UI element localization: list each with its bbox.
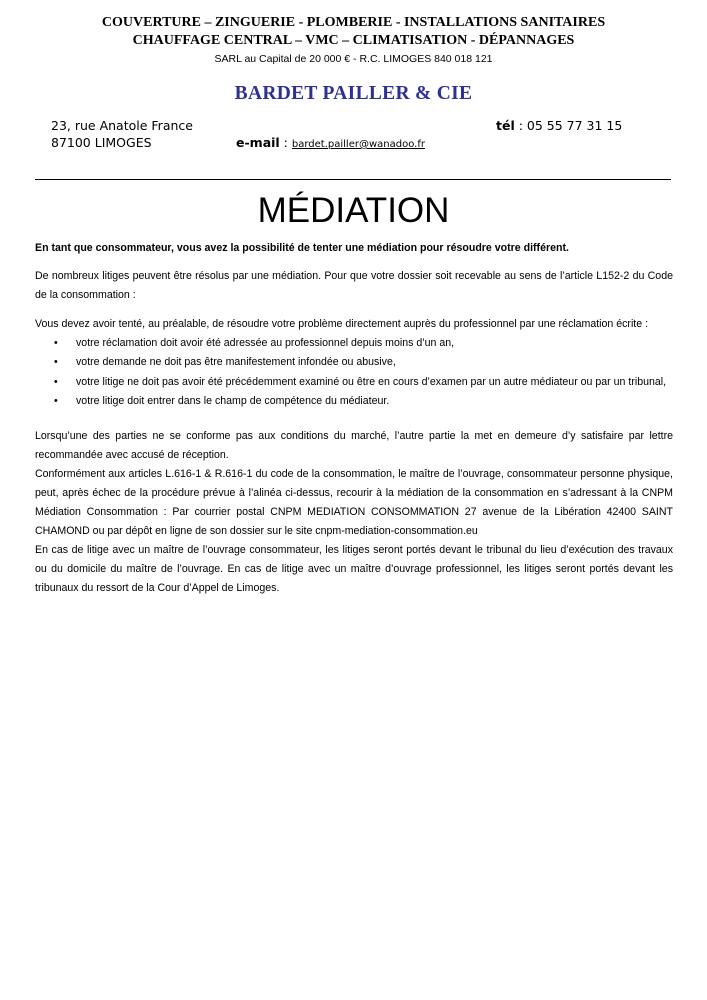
list-item [35, 373, 675, 392]
page-title: MÉDIATION [257, 191, 450, 230]
jurisdiction-paragraph: En cas de litige avec un maître de l’ouvrage consommateur, les litiges seront portés devant le tribunal du lieu d’exécution des travaux ou du domicile du maître de l’ouvrage. En cas de litige avec un maître d’ouvrage professionnel, les litiges seront portés devant les tribunaux du ressort de la Cour d’Appel de Limoges. [35, 544, 673, 594]
intro-paragraph: En tant que consommateur, vous avez la possibilité de tenter une médiation pour résoudre votre différent. [35, 242, 569, 254]
company-registration: SARL au Capital de 20 000 € - R.C. LIMOGES 840 018 121 [214, 53, 493, 65]
email-separator: : [279, 135, 292, 150]
bullet-icon: • [54, 375, 58, 388]
list-item-text: votre réclamation doit avoir été adressée au professionnel depuis moins d’un an, [76, 337, 455, 349]
email-label: e-mail [236, 135, 280, 150]
phone-label: tél [496, 118, 515, 133]
list-item-text: votre demande ne doit pas être manifestement infondée ou abusive, [76, 356, 396, 369]
list-item [35, 334, 675, 353]
litiges-paragraph: De nombreux litiges peuvent être résolus par une médiation. Pour que votre dossier soit recevable au sens de l’article L152-2 du Code de la consommation : [35, 270, 673, 301]
letterhead-trades [0, 14, 707, 50]
bullet-icon: • [54, 337, 58, 349]
list-item [35, 392, 675, 411]
company-name: BARDET PAILLER & CIE [234, 83, 473, 104]
phone-number: : 05 55 77 31 15 [514, 118, 623, 133]
prerequisite-paragraph: Vous devez avoir tenté, au préalable, de résoudre votre problème directement auprès du professionnel par une réclamation écrite : [35, 318, 649, 330]
formal-notice-paragraph: Lorsqu’une des parties ne se conforme pas aux conditions du marché, l’autre partie la met en demeure d’y satisfaire par lettre recommandée avec accusé de réception. [35, 430, 673, 461]
trades-line-1: COUVERTURE – ZINGUERIE - PLOMBERIE - INSTALLATIONS SANITAIRES [101, 15, 606, 30]
list-item-text: votre litige doit entrer dans le champ de compétence du médiateur. [76, 394, 390, 407]
trades-line-2: CHAUFFAGE CENTRAL – VMC – CLIMATISATION - DÉPANNAGES [132, 33, 575, 48]
conditions-list [35, 334, 675, 411]
email-link[interactable]: bardet.pailler@wanadoo.fr [291, 139, 425, 150]
bullet-icon: • [54, 394, 58, 407]
email [236, 135, 425, 153]
list-item [35, 353, 675, 372]
mediation-procedure-paragraph: Conformément aux articles L.616-1 & R.616-1 du code de la consommation, le maître de l’ouvrage, consommateur personne physique, peut, après échec de la procédure prévue à l’alinéa ci-dessus, recourir à la médiation de la consommation en s’adressant à la CNPM Médiation Consommation : Par courrier postal CNPM MEDIATION CONSOMMATION 27 avenue de la Libération 42400 SAINT CHAMOND ou par dépôt en ligne de son dossier sur le site cnpm-mediation-consommation.eu [35, 468, 673, 537]
address-city: 87100 LIMOGES [51, 135, 152, 150]
address-street: 23, rue Anatole France [51, 118, 193, 133]
bullet-icon: • [54, 356, 58, 369]
phone [496, 118, 622, 134]
header-divider [35, 179, 671, 180]
list-item-text: votre litige ne doit pas avoir été précédemment examiné ou être en cours d’examen par un autre médiateur ou par un tribunal, [76, 375, 667, 388]
